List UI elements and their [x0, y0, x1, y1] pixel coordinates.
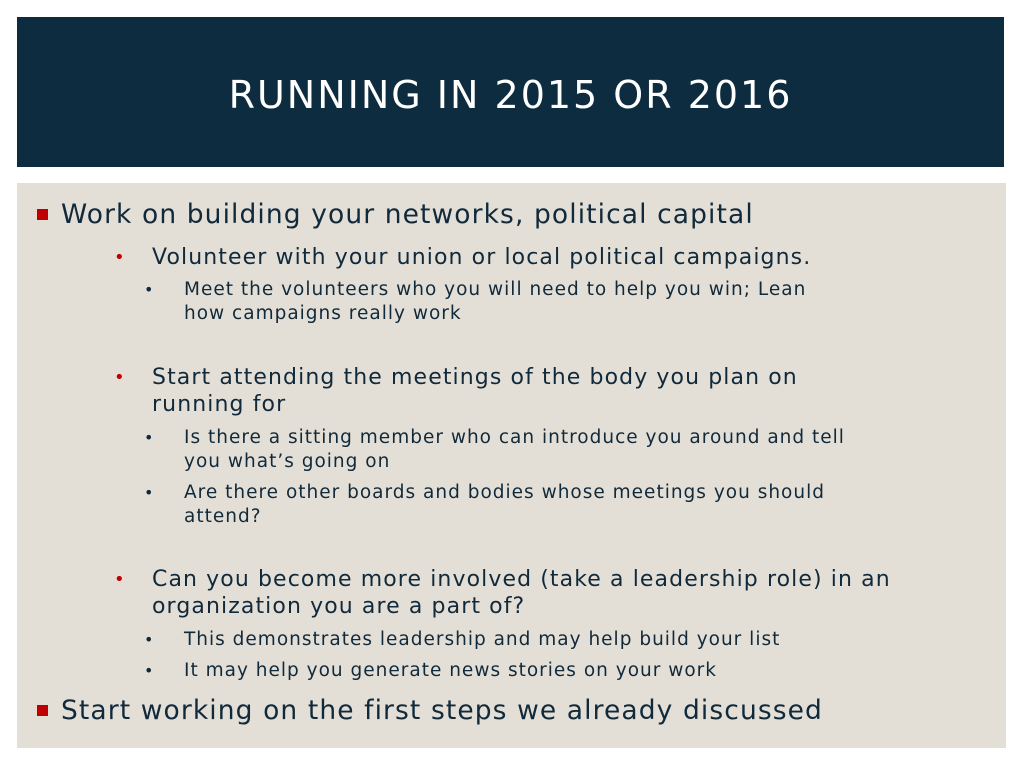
- bullet-text-line: how campaigns really work: [184, 303, 462, 324]
- bullet-text-line: Is there a sitting member who can introduce you around and tell: [184, 427, 845, 448]
- dot-bullet-icon: •: [144, 428, 155, 447]
- bullet-level2-attend-meetings: [114, 364, 997, 418]
- dot-bullet-icon: •: [114, 569, 126, 590]
- bullet-text-line: organization you are a part of?: [152, 594, 526, 619]
- dot-bullet-icon: •: [114, 247, 126, 268]
- content-panel: [17, 183, 1006, 748]
- bullet-text-line: you what’s going on: [184, 451, 391, 472]
- slide-title: RUNNING IN 2015 OR 2016: [228, 73, 793, 117]
- bullet-level3-sitting-member: [144, 426, 989, 474]
- bullet-text-line: Start attending the meetings of the body you plan on: [152, 365, 798, 390]
- title-bar: [17, 17, 1004, 167]
- bullet-level3-demonstrates-leadership: [144, 628, 989, 652]
- dot-bullet-icon: •: [114, 367, 126, 388]
- square-bullet-icon: [37, 705, 48, 716]
- dot-bullet-icon: •: [144, 661, 155, 680]
- bullet-level1-networks: [61, 199, 754, 230]
- bullet-text-line: Meet the volunteers who you will need to help you win; Lean: [184, 279, 807, 300]
- bullet-level1-first-steps: [61, 695, 823, 726]
- bullet-text: Work on building your networks, political capital: [61, 199, 754, 230]
- bullet-text-line: attend?: [184, 506, 262, 527]
- bullet-text: Volunteer with your union or local political campaigns.: [152, 245, 812, 270]
- bullet-level2-volunteer: [114, 244, 997, 271]
- bullet-text-line: Are there other boards and bodies whose meetings you should: [184, 482, 825, 503]
- dot-bullet-icon: •: [144, 280, 155, 299]
- bullet-level2-leadership-role: [114, 566, 997, 620]
- dot-bullet-icon: •: [144, 483, 155, 502]
- bullet-text-line: This demonstrates leadership and may help build your list: [184, 629, 781, 650]
- bullet-text-line: running for: [152, 392, 287, 417]
- bullet-text: Start working on the first steps we already discussed: [61, 695, 823, 726]
- bullet-level3-meet-volunteers: [144, 278, 989, 326]
- dot-bullet-icon: •: [144, 630, 155, 649]
- bullet-text-line: Can you become more involved (take a leadership role) in an: [152, 567, 891, 592]
- bullet-level3-news-stories: [144, 659, 989, 683]
- bullet-level3-other-boards: [144, 481, 989, 529]
- bullet-text-line: It may help you generate news stories on your work: [184, 660, 717, 681]
- square-bullet-icon: [37, 209, 48, 220]
